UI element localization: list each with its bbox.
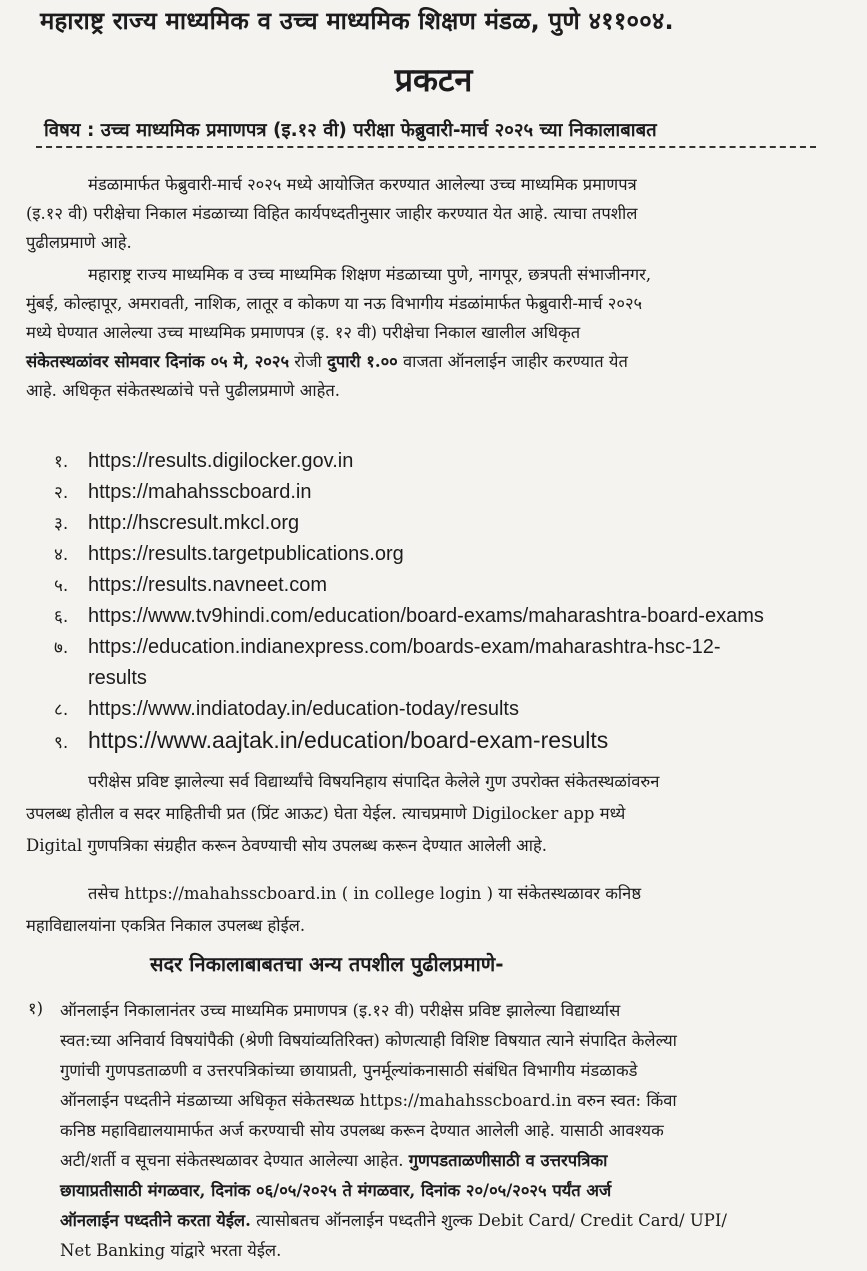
section-heading: सदर निकालाबाबतचा अन्य तपशील पुढीलप्रमाणे- (150, 952, 504, 976)
paragraph-line: मुंबई, कोल्हापूर, अमरावती, नाशिक, लातूर व कोकण या नऊ विभागीय मंडळांमार्फत फेब्रुवारी-मार्च २०२५ (26, 294, 643, 313)
url-list-item-continuation[interactable] (54, 663, 764, 694)
paragraph-line: तसेच https://mahahsscboard.in ( in college login ) या संकेतस्थळावर कनिष्ठ (88, 884, 642, 903)
paragraph-line: Digital गुणपत्रिका संग्रहीत करून ठेवण्याची सोय उपलब्ध करून देण्यात आलेली आहे. (26, 836, 548, 855)
list-number: ९. (54, 733, 69, 753)
url-list-item[interactable] (54, 725, 764, 756)
paragraph-fragment: अटी/शर्ती व सूचना संकेतस्थळावर देण्यात आलेल्या आहेत. (60, 1151, 409, 1170)
url-link[interactable]: https://education.indianexpress.com/boards-exam/maharashtra-hsc-12- (88, 636, 721, 658)
url-link[interactable]: http://hscresult.mkcl.org (88, 512, 300, 534)
dashed-divider (36, 146, 816, 148)
url-list-item[interactable] (54, 570, 764, 601)
paragraph-line: मध्ये घेण्यात आलेल्या उच्च माध्यमिक प्रमाणपत्र (इ. १२ वी) परीक्षेचा निकाल खालील अधिकृत (26, 323, 581, 342)
paragraph-line: ऑनलाईन निकालानंतर उच्च माध्यमिक प्रमाणपत्र (इ.१२ वी) परीक्षेस प्रविष्ट झालेल्या विद्यार्थ्यास (60, 1001, 621, 1020)
list-number: १. (54, 452, 69, 472)
paragraph-line: छायाप्रतीसाठी मंगळवार, दिनांक ०६/०५/२०२५ ते मंगळवार, दिनांक २०/०५/२०२५ पर्यंत अर्ज (60, 1181, 612, 1200)
list-number: ५. (54, 576, 69, 596)
paragraph-line: पुढीलप्रमाणे आहे. (26, 233, 132, 252)
list-number: ७. (54, 638, 69, 658)
paragraph-fragment: वाजता ऑनलाईन जाहीर करण्यात येत (397, 352, 628, 371)
paragraph-fragment: रोजी (289, 352, 328, 371)
paragraph-line (60, 1206, 816, 1236)
notice-subject: विषय : उच्च माध्यमिक प्रमाणपत्र (इ.१२ वी) परीक्षा फेब्रुवारी-मार्च २०२५ च्या निकालाबाबत (44, 120, 657, 141)
result-date: सोमवार दिनांक ०५ मे, २०२५ (114, 352, 290, 371)
paragraph-line: (इ.१२ वी) परीक्षेचा निकाल मंडळाच्या विहित कार्यपध्दतीनुसार जाहीर करण्यात येत आहे. त्याचा तपशील (26, 204, 638, 223)
paragraph-line: महाराष्ट्र राज्य माध्यमिक व उच्च माध्यमिक शिक्षण मंडळाच्या पुणे, नागपूर, छत्रपती संभाजीनगर, (88, 265, 652, 284)
url-list-item[interactable] (54, 601, 764, 632)
url-list-item[interactable] (54, 694, 764, 725)
paragraph-fragment: ऑनलाईन पध्दतीने करता येईल. (60, 1211, 251, 1230)
result-time: दुपारी १.०० (327, 352, 398, 371)
board-header: महाराष्ट्र राज्य माध्यमिक व उच्च माध्यमिक शिक्षण मंडळ, पुणे ४११००४. (40, 7, 674, 35)
paragraph-line: स्वत:च्या अनिवार्य विषयांपैकी (श्रेणी विषयांव्यतिरिक्त) कोणत्याही विशिष्ट विषयात त्याने संपादित केलेल्या (60, 1031, 677, 1050)
marks-availability-paragraph (26, 766, 816, 862)
url-link[interactable]: https://results.navneet.com (88, 574, 328, 596)
url-list-item[interactable] (54, 539, 764, 570)
url-link[interactable]: https://www.aajtak.in/education/board-exam-results (88, 727, 609, 753)
item-number: १) (28, 999, 44, 1018)
url-link-continuation[interactable]: results (88, 667, 147, 689)
url-list-item[interactable] (54, 477, 764, 508)
url-link[interactable]: https://results.targetpublications.org (88, 543, 404, 565)
paragraph-line: परीक्षेस प्रविष्ट झालेल्या सर्व विद्यार्थ्यांचे विषयनिहाय संपादित केलेले गुण उपरोक्त संकेतस्थळांवरुन (88, 772, 660, 791)
intro-paragraph (26, 170, 816, 257)
paragraph-fragment: गुणपडताळणीसाठी व उत्तरपत्रिका (408, 1151, 608, 1170)
paragraph-line: कनिष्ठ महाविद्यालयामार्फत अर्ज करण्याची सोय उपलब्ध करून देण्यात आलेली आहे. यासाठी आवश्यक (60, 1121, 664, 1140)
list-number: ४. (54, 545, 69, 565)
paragraph-line: गुणांची गुणपडताळणी व उत्तरपत्रिकांच्या छायाप्रती, पुनर्मूल्यांकनासाठी संबंधित विभागीय मंडळाकडे (60, 1061, 638, 1080)
url-link[interactable]: https://mahahsscboard.in (88, 481, 312, 503)
url-list-item[interactable] (54, 446, 764, 477)
result-url-list (54, 446, 764, 756)
notice-title: प्रकटन (394, 61, 473, 99)
paragraph-fragment: त्यासोबतच ऑनलाईन पध्दतीने शुल्क Debit Card/ Credit Card/ UPI/ (250, 1211, 727, 1230)
url-link[interactable]: https://www.indiatoday.in/education-today/results (88, 698, 519, 720)
url-link[interactable]: https://results.digilocker.gov.in (88, 450, 354, 472)
url-list-item[interactable] (54, 508, 764, 539)
paragraph-line: उपलब्ध होतील व सदर माहितीची प्रत (प्रिंट आऊट) घेता येईल. त्याचप्रमाणे Digilocker app मध्ये (26, 804, 626, 823)
paragraph-fragment: संकेतस्थळांवर (26, 352, 115, 371)
paragraph-line (60, 1146, 816, 1176)
paragraph-line: महाविद्यालयांना एकत्रित निकाल उपलब्ध होईल. (26, 916, 306, 935)
url-link[interactable]: https://www.tv9hindi.com/education/board-exams/maharashtra-board-exams (88, 605, 764, 627)
verification-paragraph (60, 996, 816, 1266)
list-number: ८. (54, 700, 69, 720)
list-number: ३. (54, 514, 69, 534)
paragraph-line: Net Banking यांद्वारे भरता येईल. (60, 1241, 282, 1260)
url-list-item[interactable] (54, 632, 764, 663)
paragraph-line (26, 347, 816, 376)
list-number: ६. (54, 607, 69, 627)
schedule-paragraph (26, 260, 816, 405)
paragraph-line: आहे. अधिकृत संकेतस्थळांचे पत्ते पुढीलप्रमाणे आहेत. (26, 381, 340, 400)
paragraph-line: ऑनलाईन पध्दतीने मंडळाच्या अधिकृत संकेतस्थळ https://mahahsscboard.in वरुन स्वत: किंवा (60, 1091, 677, 1110)
paragraph-line: मंडळामार्फत फेब्रुवारी-मार्च २०२५ मध्ये आयोजित करण्यात आलेल्या उच्च माध्यमिक प्रमाणपत्र (88, 175, 637, 194)
college-login-paragraph (26, 878, 816, 942)
list-number: २. (54, 483, 69, 503)
